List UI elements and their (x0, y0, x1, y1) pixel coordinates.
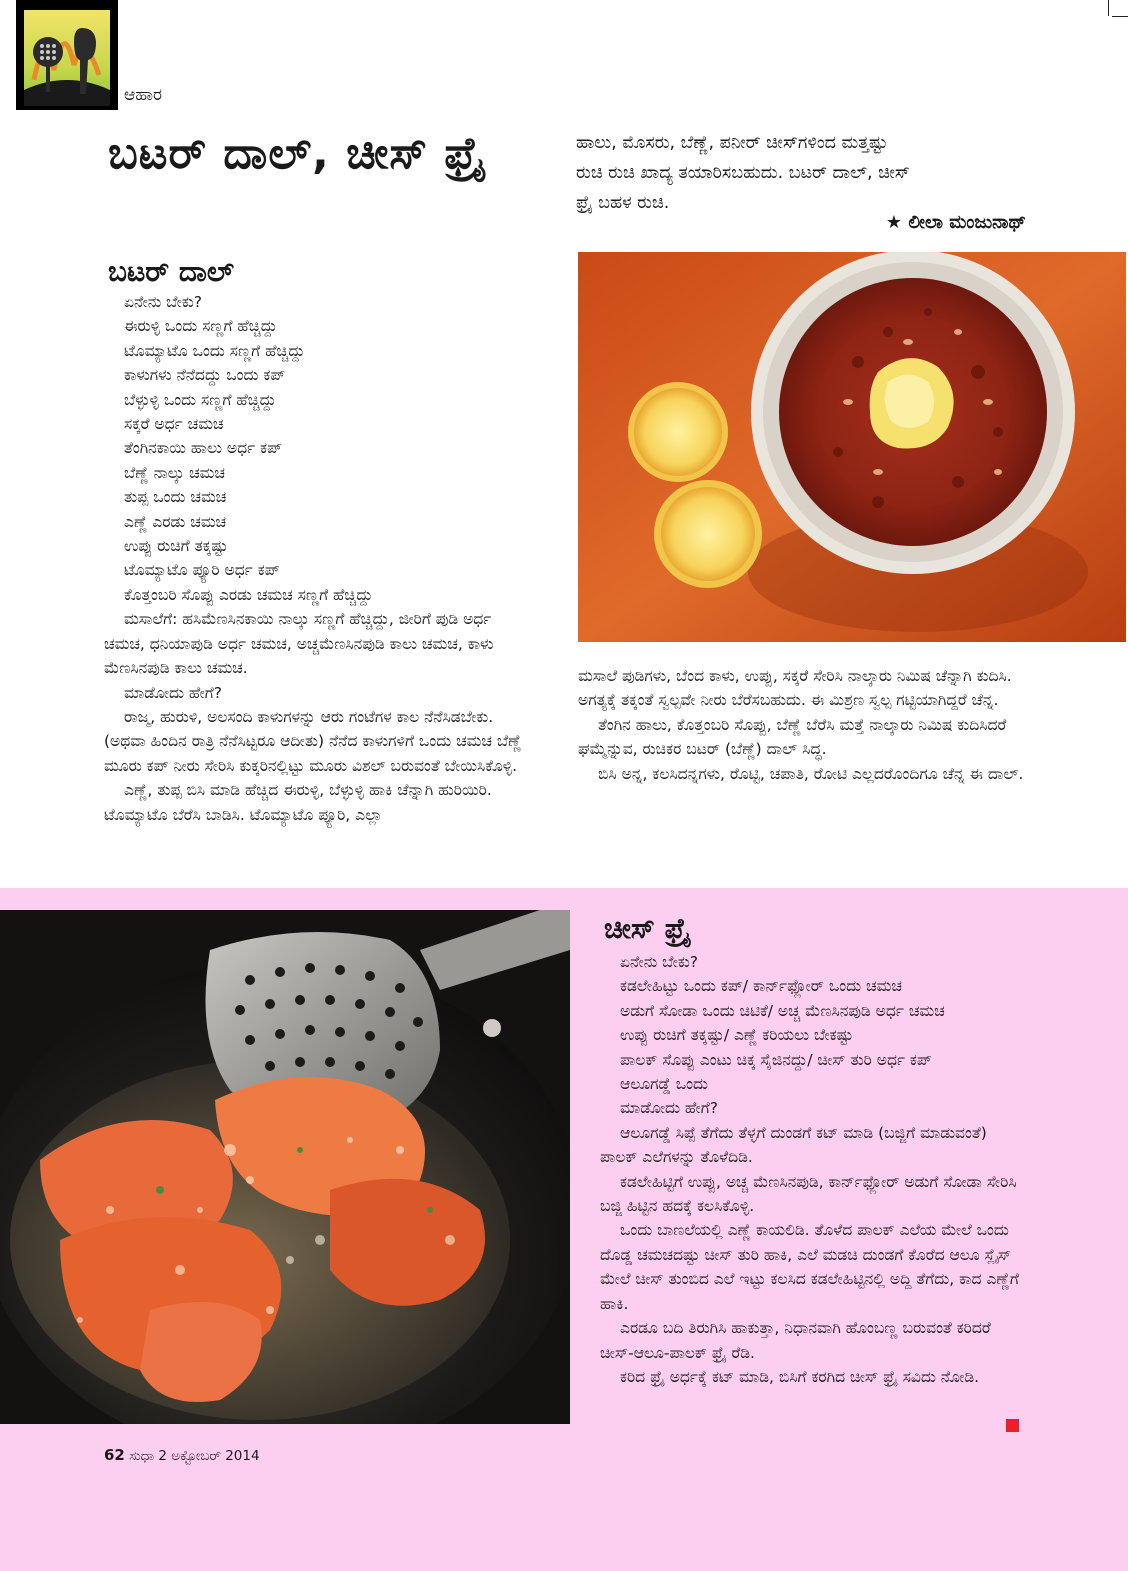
page-footer (104, 1446, 260, 1464)
method-paragraph: ಎಣ್ಣೆ, ತುಪ್ಪ ಬಿಸಿ ಮಾಡಿ ಹೆಚ್ಚಿದ ಈರುಳ್ಳಿ, ಬೆಳ್ಳುಳ್ಳಿ ಹಾಕಿ ಚೆನ್ನಾಗಿ ಹುರಿಯಿರಿ. ಟೊಮ್ಯಾಟೊ ಬೆರೆಸಿ ಬಾಡಿಸಿ. ಟೊಮ್ಯಾಟೊ ಪ್ಯೂರಿ, ಎಲ್ಲಾ (104, 781, 492, 824)
ingredient-item: ಟೊಮ್ಯಾಟೊ ಪ್ಯೂರಿ ಅರ್ಧ ಕಪ್ (124, 561, 280, 580)
crop-mark (1108, 0, 1109, 16)
section-label: ಆಹಾರ (124, 85, 162, 105)
ingredient-item: ಸಕ್ಕರೆ ಅರ್ಧ ಚಮಚ (124, 415, 224, 434)
ingredient-item: ಅಡುಗೆ ಸೋಡಾ ಒಂದು ಚಿಟಿಕೆ/ ಅಚ್ಚ ಮೆಣಸಿನಪುಡಿ ಅರ್ಧ ಚಮಚ (620, 1001, 945, 1020)
ingredient-item: ಕಡಲೇಹಿಟ್ಟು ಒಂದು ಕಪ್/ ಕಾರ್ನ್‌ಫ್ಲೋರ್ ಒಂದು ಚಮಚ (620, 977, 902, 996)
spice-list: ಮಸಾಲೆಗೆ: ಹಸಿಮೆಣಸಿನಕಾಯಿ ನಾಲ್ಕು ಸಣ್ಣಗೆ ಹೆಚ್ಚಿದ್ದು, ಜೀರಿಗೆ ಪುಡಿ ಅರ್ಧ ಚಮಚ, ಧನಿಯಾಪುಡಿ ಅರ್ಧ ಚಮಚ, ಅಚ್ಚಮೆಣಸಿನಪುಡಿ ಕಾಲು ಚಮಚ, ಕಾಳು ಮೆಣಸಿನಪುಡಿ ಕಾಲು ಚಮಚ. (104, 610, 494, 678)
how-to-label: ಮಾಡೋದು ಹೇಗೆ? (620, 1099, 718, 1118)
butter-dal-method-continued (578, 664, 1024, 786)
intro-line: ಹಾಲು, ಮೊಸರು, ಬೆಣ್ಣೆ, ಪನೀರ್ ಚೀಸ್‌ಗಳಿಂದ ಮತ್ತಷ್ಟು (576, 133, 888, 153)
method-paragraph: ತೆಂಗಿನ ಹಾಲು, ಕೊತ್ತಂಬರಿ ಸೊಪ್ಪು, ಬೆಣ್ಣೆ ಬೆರೆಸಿ ಮತ್ತೆ ನಾಲ್ಕಾರು ನಿಮಿಷ ಕುದಿಸಿದರೆ ಘಮ್ಮೆನ್ನುವ, ರುಚಿಕರ ಬಟರ್ (ಬೆಣ್ಣೆ) ದಾಲ್ ಸಿದ್ಧ. (578, 715, 1007, 759)
ingredient-item: ಎಣ್ಣೆ ಎರಡು ಚಮಚ (124, 512, 227, 531)
what-needed-label: ಏನೇನು ಬೇಕು? (620, 953, 698, 971)
article-intro (576, 128, 1026, 218)
butter-dal-photo (578, 252, 1126, 642)
ingredient-item: ಬೆಳ್ಳುಳ್ಳಿ ಒಂದು ಸಣ್ಣಗೆ ಹೆಚ್ಚಿದ್ದು (124, 390, 277, 409)
intro-line: ಫ್ರೈ ಬಹಳ ರುಚಿ. (576, 193, 670, 213)
ingredient-item: ಬೆಣ್ಣೆ ನಾಲ್ಕು ಚಮಚ (124, 463, 225, 482)
author-byline: ★ ಲೀಲಾ ಮಂಜುನಾಥ್ (885, 212, 1026, 233)
ingredient-item: ಉಪ್ಪು ರುಚಿಗೆ ತಕ್ಕಷ್ಟು/ ಎಣ್ಣೆ ಕರಿಯಲು ಬೇಕಷ್ಟು (620, 1026, 854, 1045)
method-paragraph: ಮಸಾಲೆ ಪುಡಿಗಳು, ಬೆಂದ ಕಾಳು, ಉಪ್ಪು, ಸಕ್ಕರೆ ಸೇರಿಸಿ ನಾಲ್ಕಾರು ನಿಮಿಷ ಚೆನ್ನಾಗಿ ಕುದಿಸಿ. ಅಗತ್ಯಕ್ಕೆ ತಕ್ಕಂತೆ ಸ್ವಲ್ಪವೇ ನೀರು ಬೆರೆಸಬಹುದು. ಈ ಮಿಶ್ರಣ ಸ್ವಲ್ಪ ಗಟ್ಟಿಯಾಗಿದ್ದರೆ ಚೆನ್ನ. (578, 667, 1012, 710)
method-paragraph: ಒಂದು ಬಾಣಲೆಯಲ್ಲಿ ಎಣ್ಣೆ ಕಾಯಲಿಡಿ. ತೊಳೆದ ಪಾಲಕ್ ಎಲೆಯ ಮೇಲೆ ಒಂದು ದೊಡ್ಡ ಚಮಚದಷ್ಟು ಚೀಸ್ ತುರಿ ಹಾಕಿ, ಎಲೆ ಮಡಚಿ ದುಂಡಗೆ ಕೊರೆದ ಆಲೂ ಸ್ಲೈಸ್ ಮೇಲೆ ಚೀಸ್ ತುಂಬಿದ ಎಲೆ ಇಟ್ಟು ಕಲಸಿದ ಕಡಲೇಹಿಟ್ಟಿನಲ್ಲಿ ಅದ್ದಿ ತೆಗೆದು, ಕಾದ ಎಣ್ಣೆಗೆ ಹಾಕಿ. (600, 1221, 1019, 1313)
method-paragraph: ಕಡಲೇಹಿಟ್ಟಿಗೆ ಉಪ್ಪು, ಅಚ್ಚ ಮೆಣಸಿನಪುಡಿ, ಕಾರ್ನ್‌ಫ್ಲೋರ್ ಅಡುಗೆ ಸೋಡಾ ಸೇರಿಸಿ ಬಜ್ಜಿ ಹಿಟ್ಟಿನ ಹದಕ್ಕೆ ಕಲಸಿಕೊಳ್ಳಿ. (600, 1172, 1017, 1216)
kitchen-utensils-icon (24, 10, 110, 106)
ingredient-item: ತುಪ್ಪ ಒಂದು ಚಮಚ (124, 488, 227, 507)
cheese-fry-photo (0, 910, 570, 1424)
publication-issue: ಸುಧಾ 2 ಅಕ್ಟೋಬರ್ 2014 (129, 1448, 260, 1464)
page-number: 62 (104, 1446, 125, 1464)
ingredient-item: ತೆಂಗಿನಕಾಯಿ ಹಾಲು ಅರ್ಧ ಕಪ್ (124, 439, 283, 458)
butter-dal-ingredients (104, 290, 534, 827)
ingredient-item: ಕೊತ್ತಂಬರಿ ಸೊಪ್ಪು ಎರಡು ಚಮಚ ಸಣ್ಣಗೆ ಹೆಚ್ಚಿದ್ದು (124, 585, 373, 604)
ingredient-item: ಆಲೂಗಡ್ಡೆ ಒಂದು (620, 1075, 708, 1094)
cheese-fry-heading: ಚೀಸ್ ಫ್ರೈ (604, 912, 692, 945)
method-paragraph: ರಾಜ್ಮ, ಹುರುಳಿ, ಅಲಸಂದಿ ಕಾಳುಗಳನ್ನು ಆರು ಗಂಟೆಗಳ ಕಾಲ ನೆನೆಸಿಡಬೇಕು. (ಅಥವಾ ಹಿಂದಿನ ರಾತ್ರಿ ನೆನೆಸಿಟ್ಟರೂ ಆದೀತು) ನೆನೆದ ಕಾಳುಗಳಿಗೆ ಒಂದು ಚಮಚ ಬೆಣ್ಣೆ ಮೂರು ಕಪ್ ನೀರು ಸೇರಿಸಿ ಕುಕ್ಕರಿನಲ್ಲಿಟ್ಟು ಮೂರು ವಿಶಲ್ ಬರುವಂತೆ ಬೇಯಿಸಿಕೊಳ್ಳಿ. (104, 707, 522, 775)
cheese-fry-recipe (600, 950, 1024, 1389)
method-paragraph: ಆಲೂಗಡ್ಡೆ ಸಿಪ್ಪೆ ತೆಗೆದು ತೆಳ್ಳಗೆ ದುಂಡಗೆ ಕಟ್ ಮಾಡಿ (ಬಜ್ಜಿಗೆ ಮಾಡುವಂತೆ) ಪಾಲಕ್ ಎಲೆಗಳನ್ನು ತೊಳೆದಿಡಿ. (600, 1123, 987, 1167)
intro-line: ರುಚಿ ರುಚಿ ಖಾದ್ಯ ತಯಾರಿಸಬಹುದು. ಬಟರ್ ದಾಲ್, ಚೀಸ್ (576, 163, 910, 183)
crop-mark (1112, 16, 1128, 17)
ingredient-item: ಈರುಳ್ಳಿ ಒಂದು ಸಣ್ಣಗೆ ಹೆಚ್ಚಿದ್ದು (124, 317, 278, 336)
cooking-section-logo (16, 0, 118, 110)
what-needed-label: ಏನೇನು ಬೇಕು? (124, 293, 202, 311)
ingredient-item: ಪಾಲಕ್ ಸೊಪ್ಪು ಎಂಟು ಚಿಕ್ಕ ಸೈಜಿನದ್ದು/ ಚೀಸ್ ತುರಿ ಅರ್ಧ ಕಪ್ (620, 1050, 932, 1069)
how-to-label: ಮಾಡೋದು ಹೇಗೆ? (124, 683, 222, 702)
end-of-article-mark (1006, 1419, 1019, 1432)
article-title: ಬಟರ್ ದಾಲ್, ಚೀಸ್ ಫ್ರೈ (108, 128, 487, 179)
butter-dal-heading: ಬಟರ್ ದಾಲ್ (108, 255, 235, 288)
method-paragraph: ಎರಡೂ ಬದಿ ತಿರುಗಿಸಿ ಹಾಕುತ್ತಾ, ನಿಧಾನವಾಗಿ ಹೊಂಬಣ್ಣ ಬರುವಂತೆ ಕರಿದರೆ ಚೀಸ್-ಆಲೂ-ಪಾಲಕ್ ಫ್ರೈ ರೆಡಿ. (600, 1319, 991, 1362)
ingredient-item: ಉಪ್ಪು ರುಚಿಗೆ ತಕ್ಕಷ್ಟು (124, 537, 228, 556)
method-paragraph: ಕರಿದ ಫ್ರೈ ಅರ್ಧಕ್ಕೆ ಕಟ್ ಮಾಡಿ, ಬಿಸಿಗೆ ಕರಗಿದ ಚೀಸ್ ಫ್ರೈ ಸವಿದು ನೋಡಿ. (620, 1367, 980, 1386)
ingredient-item: ಕಾಳುಗಳು ನೆನೆದದ್ದು ಒಂದು ಕಪ್ (124, 366, 286, 385)
ingredient-item: ಟೊಮ್ಯಾಟೊ ಒಂದು ಸಣ್ಣಗೆ ಹೆಚ್ಚಿದ್ದು (124, 341, 305, 360)
method-paragraph: ಬಿಸಿ ಅನ್ನ, ಕಲಸಿದನ್ನಗಳು, ರೊಟ್ಟಿ, ಚಪಾತಿ, ರೋಟಿ ಎಲ್ಲದರೊಂದಿಗೂ ಚೆನ್ನ ಈ ದಾಲ್. (598, 764, 1024, 783)
